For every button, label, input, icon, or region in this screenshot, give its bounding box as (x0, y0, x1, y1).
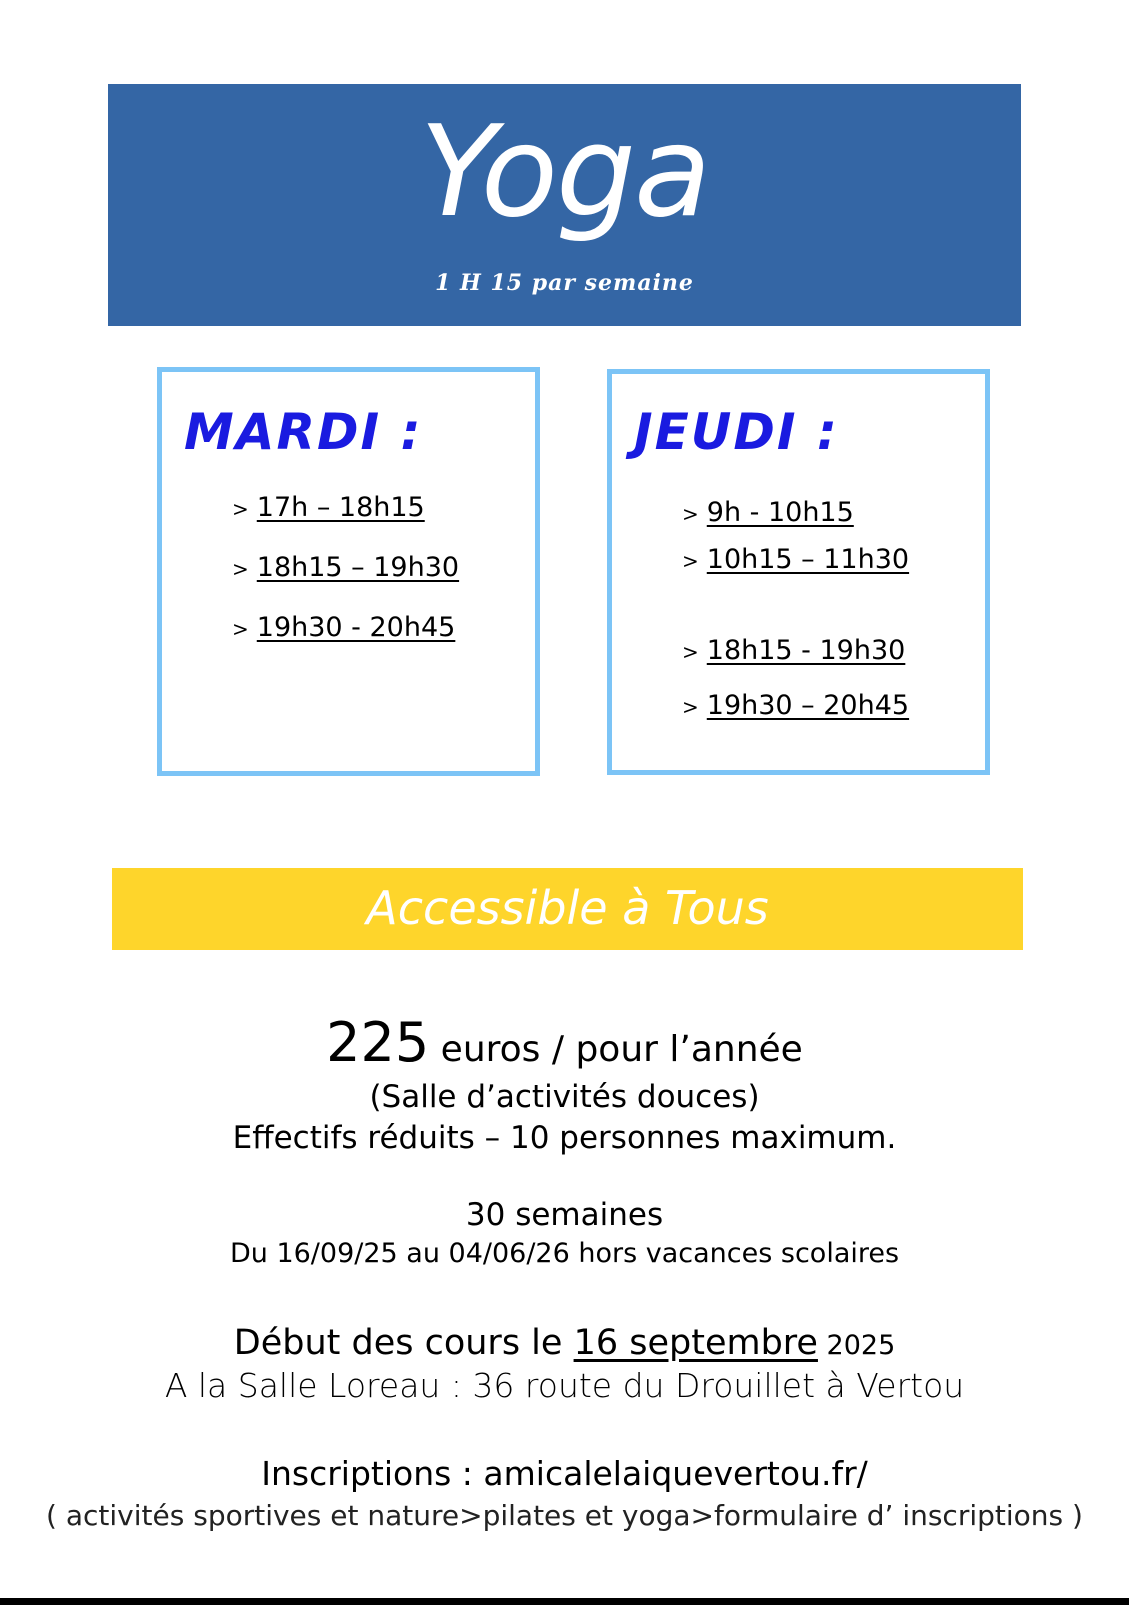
arrow-icon: > (682, 695, 699, 719)
mardi-heading: MARDI : (184, 403, 423, 461)
price-line (0, 1008, 1129, 1085)
arrow-icon: > (232, 557, 249, 581)
header-banner (108, 84, 1021, 326)
signup-separator: : (451, 1454, 484, 1493)
price-value: 225 (326, 1011, 430, 1074)
jeudi-heading: JEUDI : (634, 403, 839, 461)
signup-path-line: ( activités sportives et nature>pilates et yoga>formulaire d’ inscriptions ) (46, 1499, 1083, 1532)
weeks-line: 30 semaines (465, 1197, 664, 1233)
mardi-schedule-box (157, 367, 540, 776)
start-prefix: Début des cours le (233, 1323, 574, 1363)
mardi-slot-time: 18h15 – 19h30 (256, 552, 460, 583)
page-subtitle: 1 H 15 par semaine (435, 270, 694, 296)
jeudi-slot-time: 18h15 - 19h30 (706, 635, 906, 666)
jeudi-schedule-box (607, 369, 990, 775)
page-title: Yoga (419, 98, 710, 245)
capacity-line: Effectifs réduits – 10 personnes maximum. (232, 1120, 897, 1156)
arrow-icon: > (682, 549, 699, 573)
mardi-slot-time: 19h30 - 20h45 (256, 612, 456, 643)
jeudi-slot-time: 19h30 – 20h45 (706, 690, 910, 721)
signup-line (0, 1450, 1129, 1498)
arrow-icon: > (232, 497, 249, 521)
signup-link[interactable]: amicalelaiquevertou.fr/ (483, 1454, 868, 1493)
jeudi-slot-1 (682, 496, 854, 531)
mardi-slot-3 (232, 611, 455, 646)
location-line: A la Salle Loreau : 36 route du Drouillet à Vertou (164, 1366, 965, 1405)
mardi-slot-time: 17h – 18h15 (256, 492, 425, 523)
arrow-icon: > (682, 640, 699, 664)
mardi-slot-2 (232, 551, 459, 586)
room-line: (Salle d’activités douces) (369, 1079, 760, 1115)
price-suffix: euros / pour l’année (429, 1029, 803, 1070)
accessible-text: Accessible à Tous (366, 881, 769, 935)
period-line: Du 16/09/25 au 04/06/26 hors vacances scolaires (229, 1238, 900, 1269)
jeudi-slot-time: 9h - 10h15 (706, 497, 854, 528)
start-year: 2025 (817, 1330, 896, 1361)
arrow-icon: > (682, 502, 699, 526)
signup-label: Inscriptions (261, 1454, 452, 1493)
start-date: 16 septembre (573, 1323, 818, 1363)
arrow-icon: > (232, 617, 249, 641)
jeudi-slot-2 (682, 543, 909, 578)
jeudi-slot-4 (682, 689, 909, 724)
jeudi-slot-3 (682, 634, 905, 669)
bottom-border (0, 1598, 1129, 1605)
jeudi-slot-time: 10h15 – 11h30 (706, 544, 910, 575)
mardi-slot-1 (232, 491, 425, 526)
accessible-banner (112, 868, 1023, 950)
